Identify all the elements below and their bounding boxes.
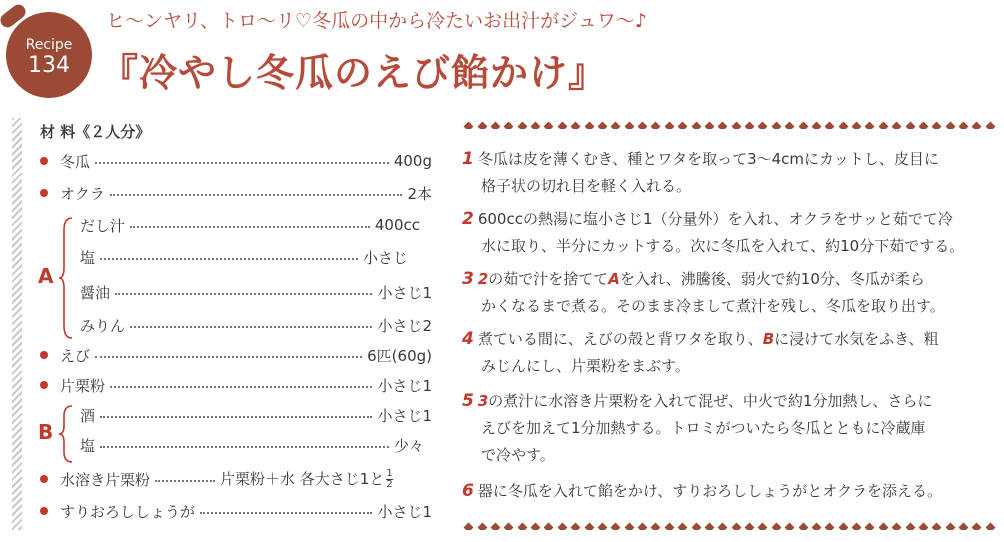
diamond-ornament [838,523,848,530]
diamond-ornament [704,122,714,129]
diamond-ornament [758,122,768,129]
fraction-numerator: 1 [386,468,393,479]
diamond-ornament [892,523,902,530]
step-text: で冷やす。 [481,446,555,464]
ingredient-row [80,432,424,458]
diamond-ornament [464,122,474,129]
diamond-ornament [865,523,875,530]
recipe-title: 『冷やし冬瓜のえび餡かけ』 [100,51,608,95]
ingredient-name: 片栗粉 [60,376,106,395]
bullet-icon [40,157,48,165]
diamond-ornament [905,523,915,530]
diamond-ornament [678,122,688,129]
ingredient-row [80,279,432,305]
leader-dots [95,356,362,358]
diamond-ornament [825,523,835,530]
diamond-ornament [477,122,487,129]
ingredient-qty: 400g [393,152,432,170]
step-text: に浸けて水気をふき、粗 [774,330,939,348]
diamond-ornament [531,523,541,530]
bullet-icon [40,507,48,515]
step-text: 600ccの熱湯に塩小さじ1（分量外）を入れ、オクラをサッと茹でて冷 [477,210,953,228]
step-text: 器に冬瓜を入れて餡をかけ、すりおろししょうがとオクラを添える。 [477,482,942,500]
step-3 [462,266,994,320]
leader-dots [130,226,370,228]
step-4 [462,326,994,380]
diamond-ornament [557,122,567,129]
leader-dots [115,293,372,295]
diamond-ornament [985,523,995,530]
ingredient-name: 水溶き片栗粉 [60,470,151,489]
ingredient-qty: 小さじ2 [377,316,432,335]
group-a-label: A [38,264,54,288]
group-b-brace [58,404,74,464]
diamond-ornament [611,122,621,129]
step-text: かくなるまで煮る。そのまま冷まして煮汁を残し、冬瓜を取り出す。 [481,297,945,315]
pan-handle [0,2,28,30]
diamond-ornament [945,122,955,129]
ingredient-name: 冬瓜 [60,152,91,171]
diamond-ornament [932,122,942,129]
ingredient-name: オクラ [60,184,105,203]
step-number: 1 [462,149,474,169]
diamond-ornament [477,523,487,530]
diamond-ornament [638,122,648,129]
diamond-ornament [571,122,581,129]
ingredient-name: だし汁 [80,216,126,235]
step-number: 6 [462,481,474,501]
diamond-ornament [678,523,688,530]
ingredient-name: 酒 [80,406,96,425]
leader-dots [100,446,389,448]
diamond-ornament [597,523,607,530]
diamond-ornament [464,523,474,530]
leader-dots [130,326,372,328]
diamond-ornament [718,122,728,129]
ingredient-row [60,148,432,174]
group-a-brace [58,216,74,340]
ingredient-row [60,466,432,492]
diamond-ornament [624,523,634,530]
ingredient-qty: 少々 [393,436,424,455]
ingredient-qty: 小さじ1 [377,283,432,302]
step-ref: A [608,270,620,288]
diamond-ornament [838,122,848,129]
ingredient-name: 醤油 [80,283,111,302]
ingredient-name: 塩 [80,436,96,455]
diamond-ornament [852,523,862,530]
step-5 [462,388,994,469]
ingredient-name: みりん [80,316,126,335]
diamond-ornament [878,122,888,129]
step-text: みじんにし、片栗粉をまぶす。 [481,357,690,375]
diamond-ornament [597,122,607,129]
diamond-ornament [972,523,982,530]
diamond-ornament [745,122,755,129]
ingredient-name: えび [60,346,91,365]
diamond-ornament [490,122,500,129]
ingredient-qty: 6匹(60g) [367,346,432,365]
diamond-ornament [758,523,768,530]
diamond-ornament [905,122,915,129]
diamond-ornament [731,523,741,530]
step-text: を入れ、沸騰後、弱火で約10分、冬瓜が柔ら [619,270,925,288]
step-text: の茹で汁を捨てて [488,270,609,288]
diamond-ornament [932,523,942,530]
diamond-ornament [651,122,661,129]
diamond-ornament [584,122,594,129]
step-text: 格子状の切れ目を軽く入れる。 [481,177,692,195]
diamond-ornament [811,523,821,530]
ingredient-row [80,244,408,270]
step-2 [462,206,994,260]
diamond-ornament [771,122,781,129]
ingredient-row [60,342,432,368]
diamond-ornament [798,122,808,129]
ingredient-row [80,312,432,338]
diamond-ornament [892,122,902,129]
ingredient-row [80,402,432,428]
ingredient-qty-text: 片栗粉＋水 各大さじ1と [220,470,385,488]
bullet-icon [40,475,48,483]
diamond-ornament [785,523,795,530]
diamond-ornament [664,122,674,129]
leader-dots [110,194,403,196]
step-number: 2 [462,209,474,229]
diamond-ornament [918,122,928,129]
diamond-ornament [825,122,835,129]
fraction-denominator: 2 [386,479,393,490]
leader-dots [200,512,372,514]
leader-dots [155,480,215,482]
ingredient-row [60,498,432,524]
badge-number: 134 [28,53,70,78]
diamond-ornament [504,523,514,530]
diamond-ornament [878,523,888,530]
diamond-ornament [691,122,701,129]
diamond-ornament [664,523,674,530]
ingredients-heading: 材 料《２人分》 [40,123,151,141]
diamond-ornament [771,523,781,530]
step-text: 冬瓜は皮を薄くむき、種とワタを取って3〜4cmにカットし、皮目に [477,150,939,168]
bullet-icon [40,351,48,359]
diamond-ornament [718,523,728,530]
step-text: 煮ている間に、えびの殻と背ワタを取り、 [477,330,763,348]
bullet-icon [40,189,48,197]
ingredient-qty: 小さじ [362,248,408,267]
tagline: ヒ〜ンヤリ、トロ〜リ♡冬瓜の中から冷たいお出汁がジュワ〜♪ [106,10,647,32]
group-b-label: B [38,420,54,444]
diamond-ornament [531,122,541,129]
ingredient-name: 塩 [80,248,96,267]
step-6 [462,478,994,505]
ingredient-qty: 小さじ1 [377,502,432,521]
diamond-ornament [945,523,955,530]
diamond-ornament [517,122,527,129]
diamond-ornament [490,523,500,530]
ingredient-qty [220,468,393,490]
leader-dots [95,162,389,164]
diamond-ornament [959,523,969,530]
ingredient-qty: 2本 [407,184,432,203]
ingredient-qty: 小さじ1 [377,406,432,425]
diamond-ornament [584,523,594,530]
diamond-ornament [731,122,741,129]
diamond-ornament [571,523,581,530]
step-number: 5 [462,391,474,411]
recipe-badge [6,12,92,98]
diamond-ornament [611,523,621,530]
diamond-ornament [852,122,862,129]
diamond-divider-bottom [462,518,998,530]
diamond-ornament [557,523,567,530]
diamond-ornament [972,122,982,129]
diamond-ornament [651,523,661,530]
decorative-stripe [12,118,22,530]
step-number: 3 [462,269,474,289]
diamond-ornament [691,523,701,530]
diamond-ornament [517,523,527,530]
diamond-ornament [638,523,648,530]
diamond-ornament [704,523,714,530]
diamond-ornament [918,523,928,530]
ingredient-qty: 400cc [374,216,420,234]
leader-dots [110,386,372,388]
step-text: えびを加えて1分加熱する。トロミがついたら冬瓜とともに冷蔵庫 [481,419,926,437]
diamond-ornament [985,122,995,129]
diamond-ornament [798,523,808,530]
step-text: の煮汁に水溶き片栗粉を入れて混ぜ、中火で約1分加熱し、さらに [488,392,933,410]
fraction [386,469,392,490]
step-ref: 2 [477,270,489,288]
step-ref: B [762,330,775,348]
leader-dots [100,258,358,260]
diamond-ornament [959,122,969,129]
ingredient-row [60,372,432,398]
bullet-icon [40,381,48,389]
diamond-ornament [811,122,821,129]
ingredient-name: すりおろししょうが [60,502,196,521]
diamond-ornament [745,523,755,530]
step-1 [462,146,994,200]
step-text: 水に取り、半分にカットする。次に冬瓜を入れて、約10分下茹でする。 [481,237,965,255]
step-number: 4 [462,329,474,349]
ingredient-row [60,180,432,206]
diamond-ornament [624,122,634,129]
badge-label: Recipe [25,37,73,53]
diamond-ornament [544,523,554,530]
diamond-ornament [504,122,514,129]
ingredient-row [80,212,420,238]
diamond-divider-top [462,117,998,129]
diamond-ornament [785,122,795,129]
diamond-ornament [865,122,875,129]
leader-dots [100,416,372,418]
diamond-ornament [544,122,554,129]
ingredient-qty: 小さじ1 [377,376,432,395]
step-ref: 3 [477,392,489,410]
